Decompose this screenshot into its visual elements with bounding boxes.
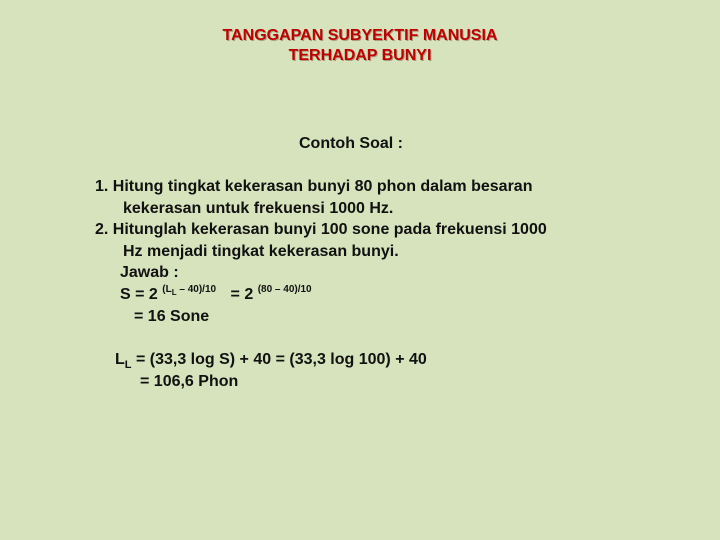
answer-label: Jawab : — [120, 264, 179, 281]
s-exponent-1-open: (L — [162, 284, 172, 295]
question-2-number: 2. — [95, 221, 109, 238]
ll-result: = 106,6 Phon — [140, 373, 239, 390]
example-heading: Contoh Soal : — [299, 135, 403, 152]
question-2-line-1 — [95, 220, 547, 240]
question-2-text: Hitunglah kekerasan bunyi 100 sone pada frekuensi 1000 — [112, 221, 547, 238]
question-1-number: 1. — [95, 178, 109, 195]
question-1-line-1 — [95, 177, 532, 197]
slide-title — [0, 26, 720, 66]
s-formula — [120, 285, 312, 305]
s-result: = 16 Sone — [134, 308, 210, 325]
title-line-1: TANGGAPAN SUBYEKTIF MANUSIA — [222, 27, 498, 44]
question-2-line-2: Hz menjadi tingkat kekerasan bunyi. — [123, 243, 399, 260]
question-1-line-2: kekerasan untuk frekuensi 1000 Hz. — [123, 200, 394, 217]
title-line-2: TERHADAP BUNYI — [288, 47, 432, 64]
ll-formula — [115, 350, 427, 370]
ll-subscript: L — [124, 359, 132, 371]
ll-formula-text: = (33,3 log S) + 40 = (33,3 log 100) + 40 — [131, 351, 427, 368]
s-formula-prefix: S = 2 — [120, 286, 158, 303]
s-exponent-1 — [162, 284, 216, 295]
s-exponent-2: (80 – 40)/10 — [257, 284, 312, 295]
s-formula-mid: = 2 — [230, 286, 254, 303]
s-exponent-1-rest: – 40)/10 — [176, 284, 217, 295]
question-1-text: Hitung tingkat kekerasan bunyi 80 phon dalam besaran — [112, 178, 533, 195]
ll-symbol: L — [115, 351, 125, 368]
s-exponent-1-sub: L — [171, 288, 177, 297]
